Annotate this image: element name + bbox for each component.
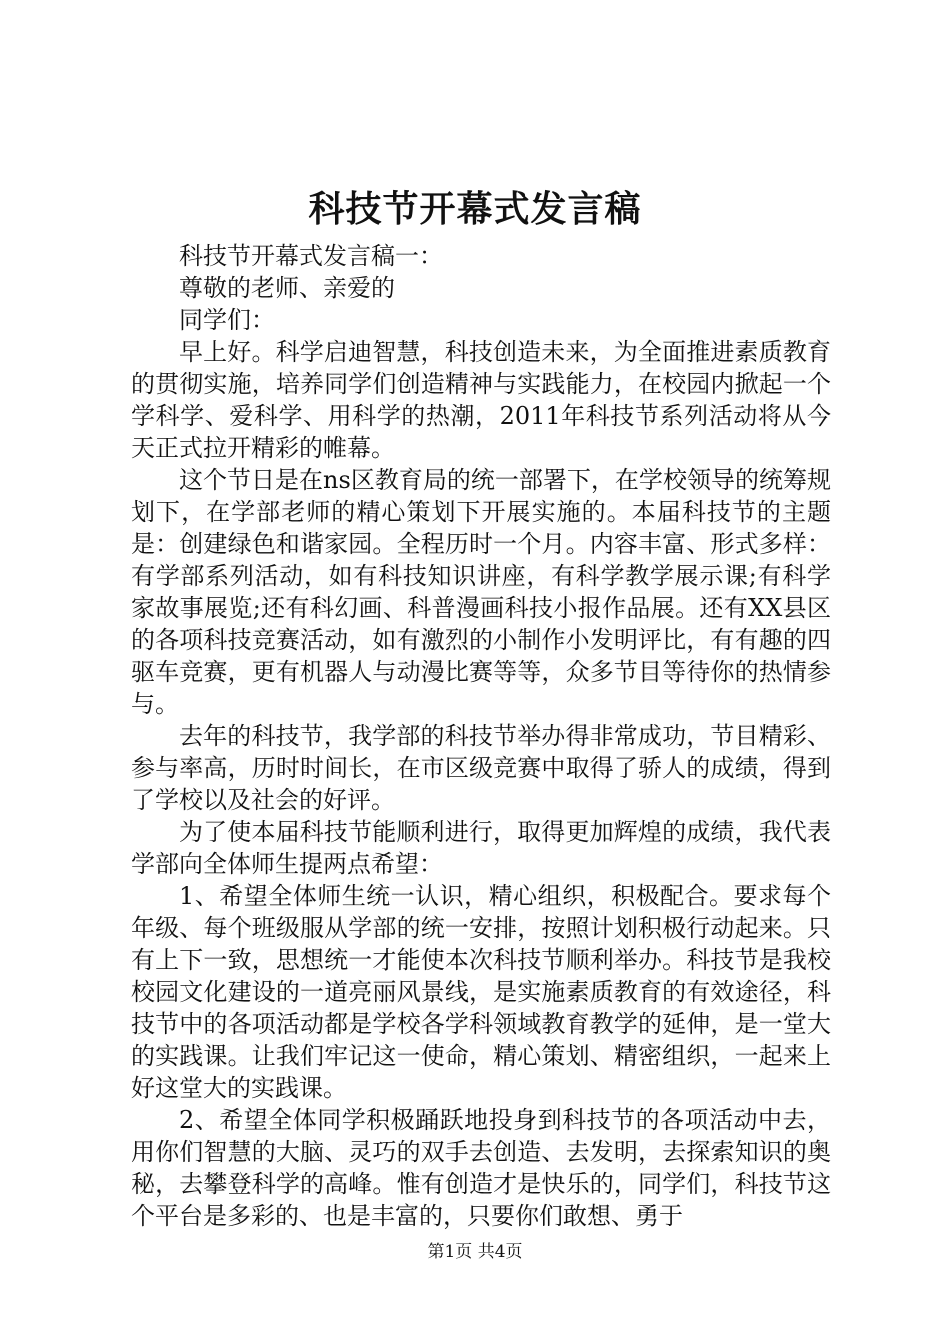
- paragraph-last-year: 去年的科技节，我学部的科技节举办得非常成功，节目精彩、参与率高，历时时间长，在市区级竞赛中取得了骄人的成绩，得到了学校以及社会的好评。: [131, 722, 831, 814]
- document-title: 科技节开幕式发言稿: [308, 188, 642, 230]
- page-footer: 第1页 共4页: [427, 1242, 523, 1262]
- paragraph-greeting: 早上好。科学启迪智慧，科技创造未来，为全面推进素质教育的贯彻实施，培养同学们创造精神与实践能力，在校园内掀起一个学科学、爱科学、用科学的热潮，2011年科技节系列活动将从今天正式拉开精彩的帷幕。: [131, 338, 831, 462]
- paragraph-hopes-intro: 为了使本届科技节能顺利进行，取得更加辉煌的成绩，我代表学部向全体师生提两点希望：: [131, 818, 831, 878]
- paragraph-hope-one: 1、希望全体师生统一认识，精心组织，积极配合。要求每个年级、每个班级服从学部的统一安排，按照计划积极行动起来。只有上下一致，思想统一才能使本次科技节顺利举办。科技节是我校校园文化建设的一道亮丽风景线，是实施素质教育的有效途径，科技节中的各项活动都是学校各学科领域教育教学的延伸，是一堂大的实践课。让我们牢记这一使命，精心策划、精密组织，一起来上好这堂大的实践课。: [131, 882, 831, 1102]
- paragraph-heading: 科技节开幕式发言稿一：: [179, 242, 443, 270]
- paragraph-salutation-cont: 同学们：: [179, 306, 275, 334]
- paragraph-festival-intro: 这个节日是在ns区教育局的统一部署下，在学校领导的统筹规划下，在学部老师的精心策划下开展实施的。本届科技节的主题是：创建绿色和谐家园。全程历时一个月。内容丰富、形式多样：有学部系列活动，如有科技知识讲座，有科学教学展示课;有科学家故事展览;还有科幻画、科普漫画科技小报作品展。还有XX县区的各项科技竞赛活动，如有激烈的小制作小发明评比，有有趣的四驱车竞赛，更有机器人与动漫比赛等等，众多节目等待你的热情参与。: [131, 466, 831, 718]
- paragraph-salutation: 尊敬的老师、亲爱的: [179, 274, 395, 302]
- document-body: [131, 240, 831, 1232]
- paragraph-hope-two: 2、希望全体同学积极踊跃地投身到科技节的各项活动中去，用你们智慧的大脑、灵巧的双手去创造、去发明，去探索知识的奥秘，去攀登科学的高峰。惟有创造才是快乐的，同学们，科技节这个平台是多彩的、也是丰富的，只要你们敢想、勇于: [131, 1106, 831, 1230]
